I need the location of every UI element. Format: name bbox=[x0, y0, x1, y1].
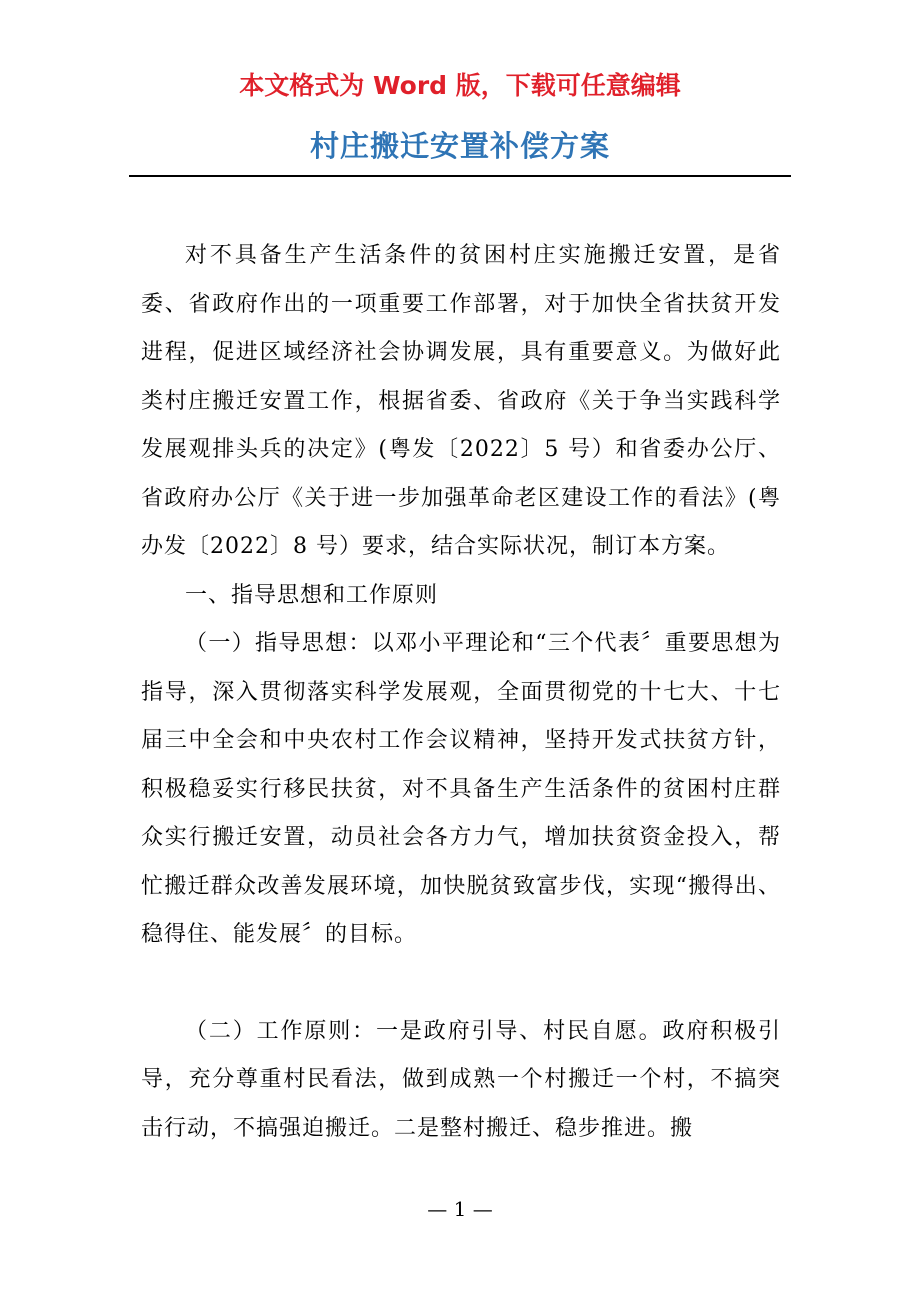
document-title: 村庄搬迁安置补偿方案 bbox=[309, 129, 610, 163]
paragraph-gap bbox=[141, 960, 781, 1008]
guiding-thought-paragraph: （一）指导思想：以邓小平理论和“三个代表〞重要思想为指导，深入贯彻落实科学发展观，全面贯彻党的十七大、十七届三中全会和中央农村工作会议精神，坚持开发式扶贫方针，积极稳妥实行移民扶贫，对不具备生产生活条件的贫困村庄群众实行搬迁安置，动员社会各方力气，增加扶贫资金投入，帮忙搬迁群众改善发展环境，加快脱贫致富步伐，实现“搬得出、稳得住、能发展〞的目标。 bbox=[141, 631, 781, 947]
section-heading: 一、指导思想和工作原则 bbox=[185, 582, 439, 608]
download-banner: 本文格式为 Word 版，下载可任意编辑 bbox=[239, 71, 681, 100]
title-divider bbox=[129, 175, 791, 177]
work-principles-paragraph: （二）工作原则：一是政府引导、村民自愿。政府积极引导，充分尊重村民看法，做到成熟一个村搬迁一个村，不搞突击行动，不搞强迫搬迁。二是整村搬迁、稳步推进。搬 bbox=[141, 1018, 781, 1141]
page-number: — 1 — bbox=[427, 1197, 493, 1221]
document-body bbox=[141, 232, 781, 1153]
intro-paragraph: 对不具备生产生活条件的贫困村庄实施搬迁安置，是省委、省政府作出的一项重要工作部署，对于加快全省扶贫开发进程，促进区域经济社会协调发展，具有重要意义。为做好此类村庄搬迁安置工作，根据省委、省政府《关于争当实践科学发展观排头兵的决定》(粤发〔2022〕5 号）和省委办公厅、省政府办公厅《关于进一步加强革命老区建设工作的看法》(粤办发〔2022〕8 号）要求，结合实际状况，制订本方案。 bbox=[141, 243, 781, 559]
